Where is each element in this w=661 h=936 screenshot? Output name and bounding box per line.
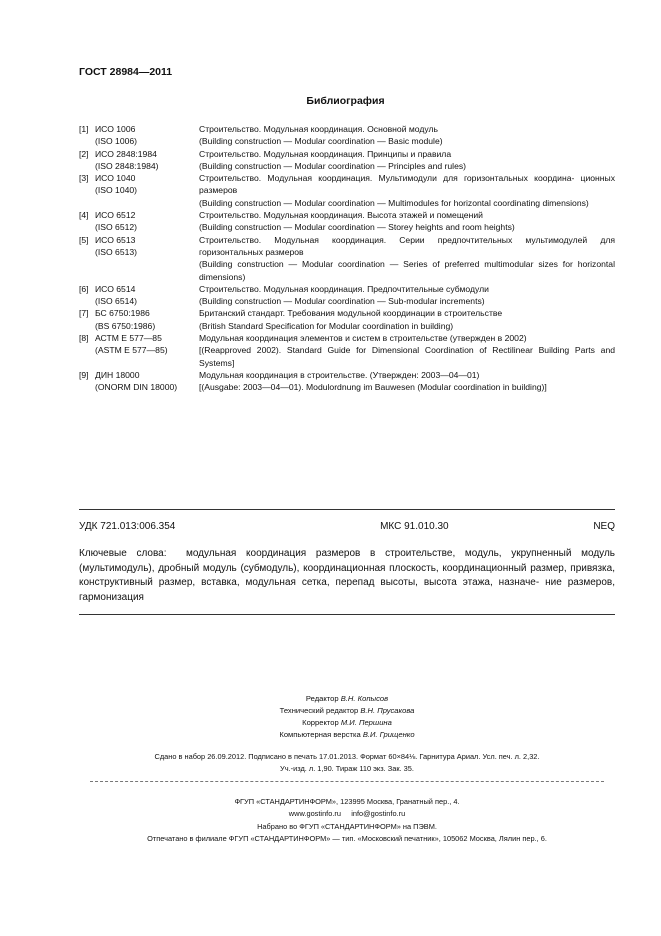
description-russian: Строительство. Модульная координация. Основной модуль [199, 124, 438, 134]
entry-standard-code [95, 123, 199, 148]
description-russian: Модульная координация в строительстве. (Утвержден: 2003—04—01) [199, 369, 480, 380]
entry-standard-code [95, 332, 199, 369]
entry-number: [4] [79, 210, 89, 221]
print-info-line1: Сдано в набор 26.09.2012. Подписано в печать 17.01.2013. Формат 60×84⅛. Гарнитура Ариал. Усл. печ. л. 2,32. [154, 752, 540, 761]
entry-description [199, 123, 615, 148]
code-line: (ISO 6513) [95, 246, 138, 257]
print-info-line2: Уч.-изд. л. 1,90. Тираж 110 экз. Зак. 35. [280, 764, 414, 774]
description-original: (Building construction — Modular coordination — Basic module) [199, 136, 443, 147]
bibliography-entry [79, 209, 615, 234]
credit-role: Компьютерная верстка [279, 730, 361, 739]
entry-description [199, 369, 615, 394]
entry-description [199, 209, 615, 234]
bibliography-list [79, 123, 615, 394]
credit-name: В.И. Грищенко [362, 730, 415, 739]
publisher-line3: Набрано во ФГУП «СТАНДАРТИНФОРМ» на ПЭВМ. [257, 821, 437, 831]
udk-code: УДК 721.013:006.354 [79, 521, 176, 532]
description-russian: Строительство. Модульная координация. Высота этажей и помещений [199, 210, 483, 221]
neq-label: NEQ [593, 521, 615, 532]
keywords-paragraph [79, 547, 615, 605]
credits-block [79, 693, 615, 741]
entry-standard-code [95, 234, 199, 283]
credit-name: В.Н. Прусакова [360, 706, 415, 715]
standard-code: ГОСТ 28984—2011 [79, 66, 173, 78]
dashed-divider [90, 781, 604, 782]
code-line: ИСО 1040 [95, 173, 136, 184]
code-line: (ASTM E 577—85) [95, 345, 168, 356]
description-russian: Строительство. Модульная координация. Серии предпочтительных мультимодулей для горизонтальных размеров [199, 234, 615, 257]
entry-description [199, 234, 615, 283]
publisher-line4: Отпечатано в филиале ФГУП «СТАНДАРТИНФОРМ» — тип. «Московский печатник», 105062 Москва, Лялин пер., 6. [147, 834, 547, 844]
credit-role: Редактор [305, 694, 339, 703]
entry-number: [3] [79, 173, 89, 184]
publisher-contacts [79, 808, 615, 820]
bibliography-entry [79, 307, 615, 332]
entry-number: [9] [79, 369, 89, 380]
description-original: (Building construction — Modular coordination — Storey heights and room heights) [199, 222, 515, 233]
bibliography-entry [79, 283, 615, 308]
code-line: (ISO 6514) [95, 296, 138, 307]
keywords-label: Ключевые слова: [79, 548, 167, 559]
publisher-block [79, 796, 615, 846]
code-line: АСТМ Е 577—85 [95, 333, 162, 344]
description-russian: Модульная координация элементов и систем в строительстве (утвержден в 2002) [199, 333, 527, 344]
publisher-website: www.gostinfo.ru [288, 809, 341, 819]
entry-number: [1] [79, 124, 89, 134]
description-russian: Строительство. Модульная координация. Предпочтительные субмодули [199, 283, 489, 294]
description-original: (British Standard Specification for Modular coordination in building) [199, 320, 454, 331]
code-line: ИСО 6514 [95, 283, 136, 294]
code-line: (ISO 1006) [95, 136, 138, 147]
entry-standard-code [95, 369, 199, 394]
description-original: (Building construction — Modular coordination — Sub-modular increments) [199, 296, 485, 307]
entry-number: [2] [79, 148, 89, 159]
credit-line [79, 705, 615, 717]
description-original: [(Ausgabe: 2003—04—01). Modulordnung im Bauwesen (Modular coordination in building)] [199, 382, 547, 393]
description-original: (Building construction — Modular coordination — Principles and rules) [199, 160, 467, 171]
entry-description [199, 307, 615, 332]
bibliography-entry [79, 332, 615, 369]
publisher-email: info@gostinfo.ru [351, 809, 406, 819]
code-line: БС 6750:1986 [95, 308, 150, 319]
credit-line [79, 729, 615, 741]
bibliography-title: Библиография [306, 95, 385, 107]
description-original: [(Reapproved 2002). Standard Guide for Dimensional Coordination of Rectilinear Building Parts and Systems] [199, 345, 615, 368]
credit-name: М.И. Першина [340, 718, 392, 727]
entry-standard-code [95, 283, 199, 308]
bibliography-entry [79, 148, 615, 173]
entry-description [199, 332, 615, 369]
entry-number: [6] [79, 283, 89, 294]
credit-line [79, 717, 615, 729]
code-line: ИСО 2848:1984 [95, 148, 157, 159]
entry-standard-code [95, 172, 199, 209]
entry-standard-code [95, 148, 199, 173]
credit-role: Технический редактор [279, 706, 359, 715]
entry-standard-code [95, 307, 199, 332]
code-line: (BS 6750:1986) [95, 320, 156, 331]
bibliography-entry [79, 123, 615, 148]
code-line: ИСО 1006 [95, 124, 136, 134]
print-info [79, 751, 615, 776]
bibliography-entry [79, 369, 615, 394]
publisher-line1: ФГУП «СТАНДАРТИНФОРМ», 123995 Москва, Гранатный пер., 4. [234, 797, 460, 806]
keywords-text: модульная координация размеров в строительстве, модуль, укрупненный модуль (мультимодуль), дробный модуль (субмодуль), координационная плоскость, координационный размер, привязка, конструктивный размер, вставка, модульная сетка, перепад высоты, высота этажа, назначе- ние размеров, гармонизация [79, 548, 615, 603]
entry-number: [7] [79, 308, 89, 319]
credit-line [79, 693, 615, 705]
code-line: (ONORM DIN 18000) [95, 382, 178, 393]
bibliography-entry [79, 172, 615, 209]
classification-row [79, 521, 615, 532]
description-russian: Строительство. Модульная координация. Мультимодули для горизонтальных координа- ционных размеров [199, 173, 615, 196]
bibliography-entry [79, 234, 615, 283]
entry-standard-code [95, 209, 199, 234]
entry-description [199, 148, 615, 173]
entry-number: [5] [79, 234, 89, 245]
credit-name: В.Н. Копысов [340, 694, 389, 703]
mks-code: МКС 91.010.30 [380, 521, 449, 532]
description-original: (Building construction — Modular coordination — Multimodules for horizontal coordinating dimensions) [199, 197, 589, 208]
divider-bottom [79, 614, 615, 615]
code-line: (ISO 1040) [95, 185, 138, 196]
code-line: ИСО 6512 [95, 210, 136, 221]
code-line: (ISO 2848:1984) [95, 160, 159, 171]
entry-number: [8] [79, 333, 89, 344]
entry-description [199, 283, 615, 308]
description-russian: Строительство. Модульная координация. Принципы и правила [199, 148, 452, 159]
description-original: (Building construction — Modular coordination — Series of preferred multimodular sizes for horizontal dimensions) [199, 259, 615, 282]
code-line: (ISO 6512) [95, 222, 138, 233]
code-line: ИСО 6513 [95, 234, 136, 245]
credit-role: Корректор [302, 718, 339, 727]
entry-description [199, 172, 615, 209]
description-russian: Британский стандарт. Требования модульной координации в строительстве [199, 308, 503, 319]
divider-top [79, 509, 615, 510]
code-line: ДИН 18000 [95, 369, 140, 380]
